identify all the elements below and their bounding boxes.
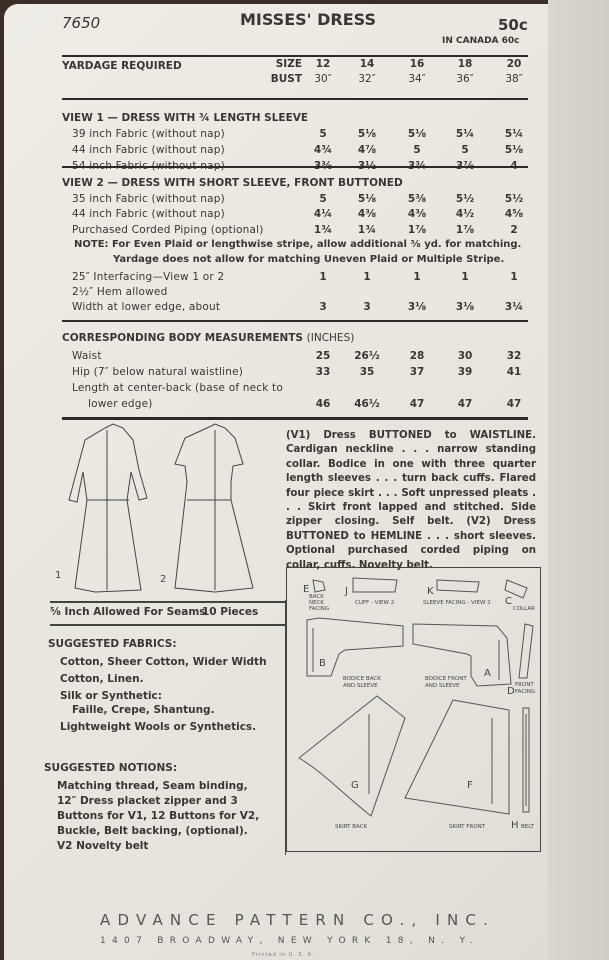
notion-line: V2 Novelty belt xyxy=(57,840,149,852)
fabrics-list xyxy=(60,654,267,736)
row-label: 44 inch Fabric (without nap) xyxy=(72,208,225,220)
size-column-header: 20 xyxy=(506,58,522,70)
row-value: 30 xyxy=(457,350,473,362)
size-column-header: 16 xyxy=(409,58,425,70)
row-value: 46½ xyxy=(354,398,380,410)
notions-heading: SUGGESTED NOTIONS: xyxy=(44,762,178,774)
row-value: 1⅞ xyxy=(455,224,475,236)
row-label: 35 inch Fabric (without nap) xyxy=(72,193,225,205)
company-address: 1407 BROADWAY, NEW YORK 18, N. Y. xyxy=(100,936,479,946)
fabric-line: Faille, Crepe, Shantung. xyxy=(72,704,215,716)
row-value: 25 xyxy=(315,350,331,362)
piece-j xyxy=(353,578,397,592)
piece-d-letter: D xyxy=(507,686,515,697)
notion-line: 12″ Dress placket zipper and 3 xyxy=(57,795,238,807)
dress-sketches xyxy=(35,420,280,600)
piece-j-letter: J xyxy=(345,586,348,597)
notion-line: Buckle, Belt backing, (optional). xyxy=(57,825,248,837)
piece-a-label: BODICE FRONT xyxy=(425,676,467,682)
row-value: 1 xyxy=(461,271,469,283)
row-value: 4⅜ xyxy=(407,208,427,220)
piece-a-label: AND SLEEVE xyxy=(425,683,460,689)
row-value: 4¾ xyxy=(313,144,333,156)
row-value: 5½ xyxy=(455,193,475,205)
row-value: 1⅞ xyxy=(407,224,427,236)
row-value: 1 xyxy=(510,271,518,283)
row-value: 1 xyxy=(363,271,371,283)
bust-column-header: 38″ xyxy=(505,73,523,85)
piece-h-label: BELT xyxy=(521,824,534,830)
pattern-pieces-diagram xyxy=(286,567,541,852)
row-value: 32 xyxy=(506,350,522,362)
piece-count: 10 Pieces xyxy=(202,606,259,618)
printed-in: Printed in U. S. A. xyxy=(252,952,315,958)
row-value: 5½ xyxy=(504,193,524,205)
divider xyxy=(285,600,286,855)
body-heading xyxy=(62,332,354,344)
piece-e-label: NECK xyxy=(309,600,325,606)
pattern-pieces-svg xyxy=(287,568,539,850)
row-value: 47 xyxy=(506,398,522,410)
piece-b-letter: B xyxy=(319,658,326,669)
plaid-note-2: Yardage does not allow for matching Uneven Plaid or Multiple Stripe. xyxy=(113,254,505,265)
row-value: 5 xyxy=(319,128,327,140)
fabrics-heading: SUGGESTED FABRICS: xyxy=(48,638,177,650)
view1-dress-sketch xyxy=(69,424,147,592)
row-value: 1 xyxy=(413,271,421,283)
piece-e xyxy=(313,580,325,592)
row-value: 37 xyxy=(409,366,425,378)
piece-g-label: SKIRT BACK xyxy=(335,824,368,830)
fabric-line: Silk or Synthetic: xyxy=(60,690,162,702)
row-value: 3¼ xyxy=(504,301,524,313)
view1-number: 1 xyxy=(55,570,62,581)
size-label: SIZE xyxy=(275,58,302,70)
pattern-number: 7650 xyxy=(62,14,101,32)
piece-k-letter: K xyxy=(427,586,434,597)
piece-d xyxy=(519,624,533,678)
piece-f-label: SKIRT FRONT xyxy=(449,824,486,830)
row-value: 33 xyxy=(315,366,331,378)
row-label: 39 inch Fabric (without nap) xyxy=(72,128,225,140)
view2-number: 2 xyxy=(160,574,167,585)
notions-list xyxy=(57,779,259,854)
piece-f xyxy=(405,700,509,814)
row-value: 1¾ xyxy=(357,224,377,236)
bust-column-header: 32″ xyxy=(358,73,376,85)
piece-d-label: FRONT xyxy=(515,682,534,688)
fabric-line: Lightweight Wools or Synthetics. xyxy=(60,721,257,733)
row-value: 35 xyxy=(359,366,375,378)
row-label: 25″ Interfacing—View 1 or 2 xyxy=(72,271,225,283)
size-column-header: 14 xyxy=(359,58,375,70)
piece-a-letter: A xyxy=(484,668,491,679)
divider xyxy=(50,624,285,626)
piece-b-label: AND SLEEVE xyxy=(343,683,378,689)
row-value: 1 xyxy=(319,271,327,283)
row-value: 2 xyxy=(510,224,518,236)
row-value: 3 xyxy=(319,301,327,313)
piece-g-letter: G xyxy=(351,780,359,791)
divider xyxy=(50,601,285,603)
piece-b-label: BODICE BACK xyxy=(343,676,381,682)
piece-c-label: COLLAR xyxy=(513,606,536,612)
yardage-heading: YARDAGE REQUIRED xyxy=(62,60,182,72)
row-value: 39 xyxy=(457,366,473,378)
row-value: 5 xyxy=(413,144,421,156)
row-value: 5¼ xyxy=(504,128,524,140)
row-value: 4¼ xyxy=(313,208,333,220)
envelope-flap xyxy=(548,0,609,960)
row-value: 47 xyxy=(409,398,425,410)
row-value: 3⅛ xyxy=(455,301,475,313)
notion-line: Buttons for V1, 12 Buttons for V2, xyxy=(57,810,260,822)
view1-heading: VIEW 1 — DRESS WITH ¾ LENGTH SLEEVE xyxy=(62,112,309,124)
bust-column-header: 34″ xyxy=(408,73,426,85)
row-value: 4½ xyxy=(455,208,475,220)
plaid-note: NOTE: For Even Plaid or lengthwise stripe, allow additional ⅜ yd. for matching. xyxy=(74,239,522,250)
row-value: 5¼ xyxy=(455,128,475,140)
piece-g xyxy=(299,696,405,816)
notion-line: Matching thread, Seam binding, xyxy=(57,780,248,792)
row-label: Width at lower edge, about xyxy=(72,301,221,313)
bust-column-header: 30″ xyxy=(314,73,332,85)
canada-price: IN CANADA 60c xyxy=(442,36,520,46)
bust-label: BUST xyxy=(270,73,302,85)
row-label: 44 inch Fabric (without nap) xyxy=(72,144,225,156)
row-value: 4⅜ xyxy=(357,208,377,220)
view2-heading: VIEW 2 — DRESS WITH SHORT SLEEVE, FRONT BUTTONED xyxy=(62,177,403,189)
fabric-line: Cotton, Sheer Cotton, Wider Width xyxy=(60,656,267,668)
row-value: 28 xyxy=(409,350,425,362)
fabric-line: Cotton, Linen. xyxy=(60,673,144,685)
row-label: Hip (7″ below natural waistline) xyxy=(72,366,244,378)
size-column-header: 12 xyxy=(315,58,331,70)
row-value: 41 xyxy=(506,366,522,378)
row-value: 5⅛ xyxy=(357,193,377,205)
size-column-header: 18 xyxy=(457,58,473,70)
row-label: Purchased Corded Piping (optional) xyxy=(72,224,264,236)
row-value: 4⅞ xyxy=(357,144,377,156)
view2-dress-sketch xyxy=(175,424,253,592)
row-label: Length at center-back (base of neck to xyxy=(72,382,284,394)
row-value: 26½ xyxy=(354,350,380,362)
row-value: 5 xyxy=(319,193,327,205)
row-value: 1¾ xyxy=(313,224,333,236)
body-unit: (INCHES) xyxy=(306,332,355,344)
piece-f-letter: F xyxy=(467,780,473,791)
row-label: Waist xyxy=(72,350,102,362)
row-value: 47 xyxy=(457,398,473,410)
bust-column-header: 36″ xyxy=(456,73,474,85)
piece-e-label: FACING xyxy=(309,606,330,612)
body-heading-text: CORRESPONDING BODY MEASUREMENTS xyxy=(62,332,303,344)
row-value: 5 xyxy=(461,144,469,156)
piece-e-label: BACK xyxy=(309,594,324,600)
piece-h-letter: H xyxy=(511,820,519,831)
row-value: 3 xyxy=(363,301,371,313)
piece-e-letter: E xyxy=(303,584,310,595)
pattern-title: MISSES' DRESS xyxy=(240,10,376,29)
dress-description: (V1) Dress BUTTONED to WAISTLINE. Cardigan neckline . . . narrow standing collar. Bodice in one with three quarter length sleeves . . . turn back cuffs. Flared four piece skirt . . . Soft unpressed pleats . . . Skirt front lapped and stitched. Side zipper closing. Self belt. (V2) Dress BUTTONED to HEMLINE . . . short sleeves. Optional purchased corded piping on collar, cuffs. Novelty belt. xyxy=(286,430,536,571)
row-value: 46 xyxy=(315,398,331,410)
row-value: 4⅝ xyxy=(504,208,524,220)
piece-j-label: CUFF - VIEW 2 xyxy=(355,600,395,606)
row-value: 5⅛ xyxy=(407,128,427,140)
piece-d-label: FACING xyxy=(515,689,536,695)
price: 50c xyxy=(498,16,528,34)
row-label: lower edge) xyxy=(88,398,153,410)
row-value: 5⅛ xyxy=(357,128,377,140)
piece-k xyxy=(437,580,479,592)
row-label: 2½″ Hem allowed xyxy=(72,286,168,298)
piece-c-letter: C xyxy=(505,596,512,607)
seam-allowance: ⅝ Inch Allowed For Seams xyxy=(50,606,206,618)
company-name: ADVANCE PATTERN CO., INC. xyxy=(100,911,496,929)
row-value: 5⅛ xyxy=(504,144,524,156)
row-value: 5⅜ xyxy=(407,193,427,205)
row-value: 3⅛ xyxy=(407,301,427,313)
piece-k-label: SLEEVE FACING - VIEW 2 xyxy=(423,600,491,606)
